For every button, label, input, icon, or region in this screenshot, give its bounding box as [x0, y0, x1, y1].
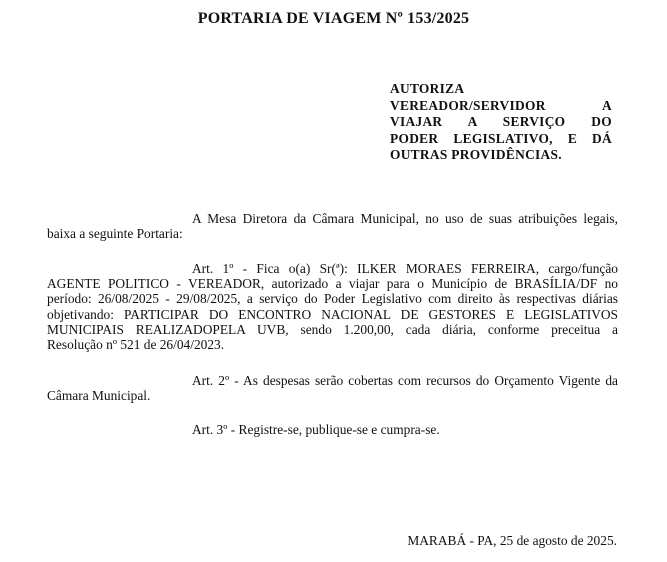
article-2-paragraph: [47, 373, 618, 403]
article-1-line: período: 26/08/2025 - 29/08/2025, a serviço do Poder Legislativo com direito às respectivas diárias: [47, 291, 618, 307]
article-1-paragraph: [47, 261, 618, 352]
article-3-paragraph: [47, 422, 618, 437]
ementa-line: VIAJAR A SERVIÇO DO: [390, 114, 612, 129]
ementa-block: [390, 81, 612, 164]
article-2-line: Câmara Municipal.: [47, 388, 151, 404]
preamble-line: baixa a seguinte Portaria:: [47, 226, 183, 242]
preamble-paragraph: [47, 211, 618, 241]
ementa-line: PODER LEGISLATIVO, E DÁ: [390, 130, 612, 146]
article-1-line: MUNICIPAIS REALIZADOPELA UVB, sendo 1.200,00, cada diária, conforme preceitua a: [47, 321, 618, 337]
preamble-line: A Mesa Diretora da Câmara Municipal, no uso de suas atribuições legais,: [192, 211, 618, 226]
article-1-line: Resolução nº 521 de 26/04/2023.: [47, 337, 225, 353]
article-3-line: Art. 3º - Registre-se, publique-se e cumpra-se.: [192, 422, 440, 437]
article-1-line: objetivando: PARTICIPAR DO ENCONTRO NACIONAL DE GESTORES E LEGISLATIVOS: [47, 306, 618, 322]
ementa-line: VEREADOR/SERVIDOR A: [390, 97, 612, 113]
document-title: PORTARIA DE VIAGEM Nº 153/2025: [197, 10, 470, 27]
article-2-line: Art. 2º - As despesas serão cobertas com recursos do Orçamento Vigente da: [192, 373, 618, 388]
article-1-line: AGENTE POLITICO - VEREADOR, autorizado a viajar para o Município de BRASÍLIA/DF no: [47, 276, 618, 292]
date-line: MARABÁ - PA, 25 de agosto de 2025.: [407, 533, 617, 548]
ementa-line: OUTRAS PROVIDÊNCIAS.: [390, 147, 562, 162]
ementa-line: AUTORIZA: [390, 81, 465, 96]
article-1-line: Art. 1º - Fica o(a) Sr(ª): ILKER MORAES FERREIRA, cargo/função: [192, 261, 618, 276]
